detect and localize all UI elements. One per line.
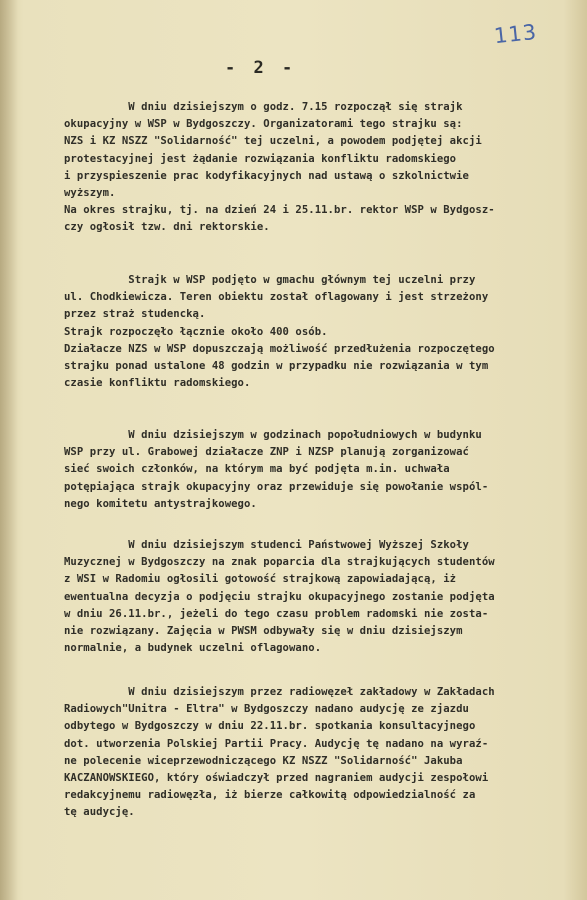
paragraph-strike-location: Strajk w WSP podjęto w gmachu głównym tej uczelni przy ul. Chodkiewicza. Teren obiektu został oflagowany i jest strzeżony przez straż studencką. Strajk rozpoczęło łącznie około 400 osób. Działacze NZS w WSP dopuszczają możliwość przedłużenia rozpoczętego strajku ponad ustalone 48 godzin w przypadku nie rozwiązania w tym czasie konfliktu radomskiego. [64, 274, 495, 390]
page-number: - 2 - [225, 58, 297, 78]
paragraph-radio-broadcast: W dniu dzisiejszym przez radiowęzeł zakładowy w Zakładach Radiowych"Unitra - Eltra" w Bydgoszczy nadano audycję ze zjazdu odbytego w Bydgoszczy w dniu 22.11.br. spotkania konsultacyjnego dot. utworzenia Polskiej Partii Pracy. Audycję tę nadano na wyraź- ne polecenie wiceprzewodniczącego KZ NSZZ "Solidarność" Jakuba KACZANOWSKIEGO, który oświadczył przed nagraniem audycji zespołowi redakcyjnemu radiowęzła, iż bierze całkowitą odpowiedzialność za tę audycję. [64, 686, 495, 819]
paragraph-antistrike-meeting: W dniu dzisiejszym w godzinach popołudniowych w budynku WSP przy ul. Grabowej działacze ZNP i NZSP planują zorganizować sieć swoich członków, na którym ma być podjęta m.in. uchwała potępiająca strajk okupacyjny oraz przewiduje się powołanie wspól- nego komitetu antystrajkowego. [64, 429, 489, 510]
paragraph-strike-start: W dniu dzisiejszym o godz. 7.15 rozpoczął się strajk okupacyjny w WSP w Bydgoszczy. Organizatorami tego strajku są: NZS i KZ NSZZ "Solidarność" tej uczelni, a powodem podjętej akcji protestacyjnej jest żądanie rozwiązania konfliktu radomskiego i przyspieszenie prac kodyfikacyjnych nad ustawą o szkolnictwie wyższym. Na okres strajku, tj. na dzień 24 i 25.11.br. rektor WSP w Bydgosz- czy ogłosił tzw. dni rektorskie. [64, 101, 495, 234]
page-edge-shadow [0, 0, 18, 900]
handwritten-page-annotation: 113 [492, 19, 539, 49]
paragraph-music-school: W dniu dzisiejszym studenci Państwowej Wyższej Szkoły Muzycznej w Bydgoszczy na znak poparcia dla strajkujących studentów z WSI w Radomiu ogłosili gotowość strajkową zapowiadającą, iż ewentualna decyzja o podjęciu strajku okupacyjnego zostanie podjęta w dniu 26.11.br., jeżeli do tego czasu problem radomski nie zosta- nie rozwiązany. Zajęcia w PWSM odbywały się w dniu dzisiejszym normalnie, a budynek uczelni oflagowano. [64, 539, 495, 655]
